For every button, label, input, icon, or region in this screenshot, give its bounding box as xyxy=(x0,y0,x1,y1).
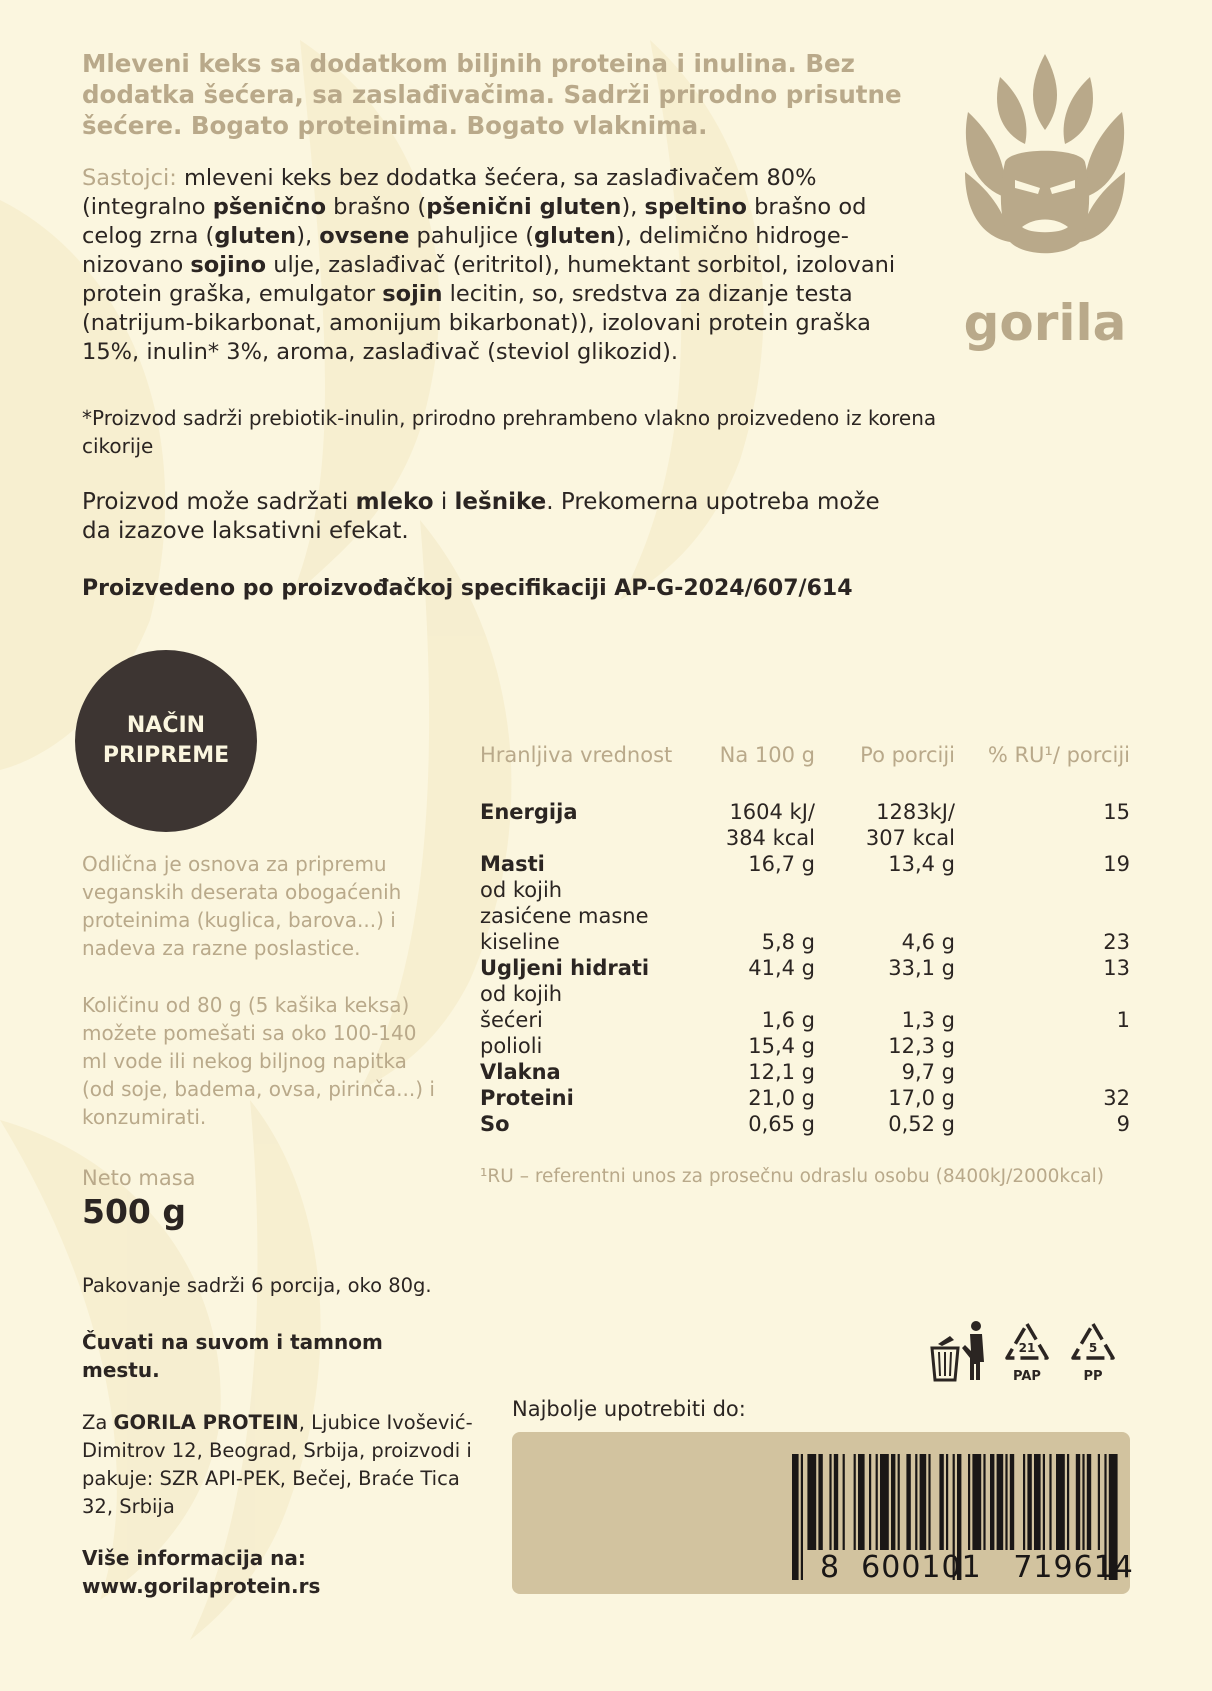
value-per-100g: 1,6 g xyxy=(761,1008,815,1032)
barcode-first-digit: 8 xyxy=(820,1550,841,1585)
barcode-bar xyxy=(1010,1454,1014,1550)
nutrient-name: od kojih xyxy=(480,878,563,902)
barcode-bar xyxy=(818,1454,822,1550)
value-per-portion xyxy=(815,877,955,903)
barcode-bar xyxy=(1056,1454,1065,1550)
value-ru xyxy=(955,981,1130,1007)
nutrition-row xyxy=(480,825,1130,851)
barcode-bar xyxy=(928,1454,930,1550)
portions-info: Pakovanje sadrži 6 porcija, oko 80g. xyxy=(82,1274,432,1297)
value-per-portion: 17,0 g xyxy=(888,1086,955,1110)
ingredients-text xyxy=(82,164,922,367)
barcode-bar xyxy=(829,1454,831,1550)
maker-prefix: Za xyxy=(82,1411,114,1434)
recycle-triangle-icon xyxy=(1007,1324,1047,1384)
storage-info: Čuvati na suvom i tamnom mestu. xyxy=(82,1330,383,1382)
prep-paragraph: Količinu od 80 g (5 kašika keksa) možete pomešati sa oko 100-140 ml vode ili nekog biljnog napitka (od soje, badema, ovsa, pirinča...) i konzumirati. xyxy=(82,993,435,1129)
header-ru: % RU¹/ porciji xyxy=(987,743,1130,767)
value-per-100g: 1604 kJ/ xyxy=(729,800,815,824)
nutrient-name: Energija xyxy=(480,800,578,824)
value-per-100g: 15,4 g xyxy=(748,1034,815,1058)
barcode-bar xyxy=(997,1454,1004,1550)
nutrition-row xyxy=(480,903,1130,929)
nutrition-row xyxy=(480,1059,1130,1085)
nutrition-row xyxy=(480,799,1130,825)
nutrition-row xyxy=(480,1033,1130,1059)
recycle-label: PP xyxy=(1083,1369,1103,1384)
nutrient-name: kiseline xyxy=(480,930,560,954)
nutrient-name: zasićene masne xyxy=(480,904,649,928)
nutrition-header-row xyxy=(480,743,1130,773)
prep-paragraph: Odlična je osnova za pripremu veganskih deserata obogaćenih proteinima (kuglica, barova...) i nadeva za razne poslastice. xyxy=(82,852,402,960)
ingredients-label: Sastojci: xyxy=(82,165,177,191)
barcode-bar xyxy=(1023,1454,1025,1550)
barcode-bar xyxy=(1027,1454,1031,1550)
value-ru xyxy=(955,877,1130,903)
website-link[interactable]: www.gorilaprotein.rs xyxy=(82,1574,321,1598)
value-per-100g: 5,8 g xyxy=(761,930,815,954)
barcode-bar xyxy=(880,1454,889,1550)
barcode-bar xyxy=(920,1454,927,1550)
nutrient-name: Proteini xyxy=(480,1086,574,1110)
barcode-right-digits: 719614 xyxy=(1013,1550,1134,1585)
barcode-bar xyxy=(1076,1454,1080,1550)
barcode-bar xyxy=(915,1454,917,1550)
value-per-portion: 0,52 g xyxy=(888,1112,955,1136)
nutrient-name: Ugljeni hidrati xyxy=(480,956,650,980)
value-per-portion: 1,3 g xyxy=(901,1008,955,1032)
barcode-bar xyxy=(858,1454,865,1550)
barcode-bar xyxy=(807,1454,816,1550)
barcode-bar xyxy=(876,1454,878,1550)
barcode-bar xyxy=(1067,1454,1069,1550)
nutrition-row xyxy=(480,981,1130,1007)
nutrient-name: od kojih xyxy=(480,982,563,1006)
value-ru: 19 xyxy=(1103,852,1130,876)
specification-line: Proizvedeno po proizvođačkoj specifikaciji AP-G-2024/607/614 xyxy=(82,576,853,601)
nutrition-table xyxy=(480,743,1130,1137)
barcode-bar xyxy=(939,1454,943,1550)
recycle-code: 21 xyxy=(1018,1341,1036,1355)
barcode-bar xyxy=(1049,1454,1051,1550)
value-ru xyxy=(955,825,1130,851)
recycle-triangle-icon xyxy=(1073,1324,1113,1384)
value-per-portion: 12,3 g xyxy=(888,1034,955,1058)
value-per-portion xyxy=(815,981,955,1007)
nutrient-name xyxy=(480,825,680,851)
recycle-code: 5 xyxy=(1088,1341,1098,1355)
value-per-portion: 9,7 g xyxy=(901,1060,955,1084)
barcode-bar xyxy=(972,1454,981,1550)
barcode-bar xyxy=(968,1454,970,1550)
barcode-digits xyxy=(820,1550,1134,1585)
barcode-left-digits: 600101 xyxy=(861,1550,982,1585)
nutrient-name: So xyxy=(480,1112,510,1136)
logo-text: gorila xyxy=(963,294,1127,352)
manufacturer-info xyxy=(82,1409,482,1521)
value-per-100g xyxy=(680,877,815,903)
recycle-label: PAP xyxy=(1013,1369,1041,1384)
gorila-logo xyxy=(960,52,1130,352)
value-ru xyxy=(955,1059,1130,1085)
barcode-bar xyxy=(898,1454,900,1550)
badge-line2: PRIPREME xyxy=(102,743,230,768)
value-per-portion: 4,6 g xyxy=(901,930,955,954)
value-per-100g: 41,4 g xyxy=(748,956,815,980)
nutrition-row xyxy=(480,877,1130,903)
barcode-bar xyxy=(843,1454,845,1550)
best-before-label: Najbolje upotrebiti do: xyxy=(512,1397,746,1421)
nutrient-name: polioli xyxy=(480,1034,543,1058)
badge-line1: NAČIN xyxy=(126,713,206,738)
nutrition-row xyxy=(480,929,1130,955)
maker-company: GORILA PROTEIN xyxy=(113,1411,299,1434)
allergen-warning: Proizvod može sadržati mleko i lešnike. Prekomerna upotreba može da izazove laksativni efekat. xyxy=(82,489,880,544)
barcode-bar xyxy=(983,1454,985,1550)
value-per-100g: 384 kcal xyxy=(725,826,815,850)
value-per-100g: 16,7 g xyxy=(748,852,815,876)
nutrition-row xyxy=(480,955,1130,981)
barcode-bar xyxy=(946,1454,948,1550)
nutrient-name: Vlakna xyxy=(480,1060,561,1084)
barcode-bar xyxy=(801,1454,803,1580)
tidyman-trash-icon xyxy=(932,1321,984,1380)
nutrition-rows xyxy=(480,799,1130,1137)
value-per-100g: 0,65 g xyxy=(748,1112,815,1136)
value-ru: 32 xyxy=(1103,1086,1130,1110)
ru-footnote: ¹RU – referentni unos za prosečnu odraslu osobu (8400kJ/2000kcal) xyxy=(480,1166,1104,1187)
nutrient-name: šećeri xyxy=(480,1008,543,1032)
nutrition-row xyxy=(480,851,1130,877)
value-per-portion: 1283kJ/ xyxy=(876,800,955,824)
barcode-bar xyxy=(1043,1454,1045,1550)
value-per-100g xyxy=(680,903,815,929)
nutrition-row xyxy=(480,1007,1130,1033)
barcode-bar xyxy=(854,1454,856,1550)
value-ru: 15 xyxy=(1103,800,1130,824)
barcode-bar xyxy=(1005,1454,1007,1550)
ingredients-body: mleveni keks bez dodatka šećera, sa zaslađivačem 80% (integralno pšenično brašno (pšenični gluten), speltino brašno od celog zrna (gluten), ovsene pahuljice (gluten), delimično hidroge-nizovano sojino ulje, zaslađivač (eritritol), humektant sorbitol, izolovani protein graška, emulgator sojin lecitin, so, sredstva za dizanje testa (natrijum-bikarbonat, amonijum bikarbonat)), izolovani protein graška 15%, inulin* 3%, aroma, zaslađivač (steviol glikozid). xyxy=(82,165,896,365)
net-weight-value: 500 g xyxy=(82,1192,186,1231)
value-per-100g: 12,1 g xyxy=(748,1060,815,1084)
barcode-bar xyxy=(834,1454,838,1550)
header-nutrient: Hranljiva vrednost xyxy=(480,743,673,767)
barcode-bar xyxy=(891,1454,895,1550)
value-ru: 9 xyxy=(1116,1112,1130,1136)
value-per-portion: 13,4 g xyxy=(888,852,955,876)
barcode-bar xyxy=(1082,1454,1084,1550)
nutrition-row xyxy=(480,1085,1130,1111)
header-per-100g: Na 100 g xyxy=(719,743,815,767)
inulin-footnote: *Proizvod sadrži prebiotik-inulin, prirodno prehrambeno vlakno proizvedeno iz korena cikorije xyxy=(82,406,937,458)
more-info xyxy=(82,1544,442,1600)
preparation-text xyxy=(82,850,442,1160)
value-ru xyxy=(955,1033,1130,1059)
barcode-bar xyxy=(906,1454,910,1550)
value-per-portion: 33,1 g xyxy=(888,956,955,980)
value-per-100g xyxy=(680,981,815,1007)
barcode-bar xyxy=(1034,1454,1041,1550)
value-ru xyxy=(955,903,1130,929)
value-ru: 23 xyxy=(1103,930,1130,954)
maker-address: , Ljubice Ivošević-Dimitrov 12, Beograd, Srbija, proizvodi i pakuje: SZR API-PEK, Bečej, Braće Tica 32, Srbija xyxy=(82,1411,473,1518)
value-ru: 13 xyxy=(1103,956,1130,980)
value-per-portion xyxy=(815,903,955,929)
barcode-bar xyxy=(1087,1454,1091,1550)
barcode-bar xyxy=(869,1454,871,1550)
value-per-100g: 21,0 g xyxy=(748,1086,815,1110)
more-info-label: Više informacija na: xyxy=(82,1546,306,1570)
nutrition-row xyxy=(480,1111,1130,1137)
header-per-portion: Po porciji xyxy=(860,743,955,767)
product-description: Mleveni keks sa dodatkom biljnih proteina i inulina. Bez dodatka šećera, sa zaslađivačima. Sadrži prirodno prisutne šećere. Bogato proteinima. Bogato vlaknima. xyxy=(82,49,902,140)
barcode-bar xyxy=(990,1454,994,1550)
barcode-bar xyxy=(1098,1454,1100,1550)
nutrient-name: Masti xyxy=(480,852,545,876)
value-ru: 1 xyxy=(1116,1008,1130,1032)
barcode-bar xyxy=(792,1454,799,1580)
preparation-badge xyxy=(75,650,257,832)
barcode-panel xyxy=(512,1432,1134,1594)
net-weight-label: Neto masa xyxy=(82,1166,196,1190)
recycling-icons xyxy=(930,1318,1130,1396)
value-per-portion: 307 kcal xyxy=(865,826,955,850)
